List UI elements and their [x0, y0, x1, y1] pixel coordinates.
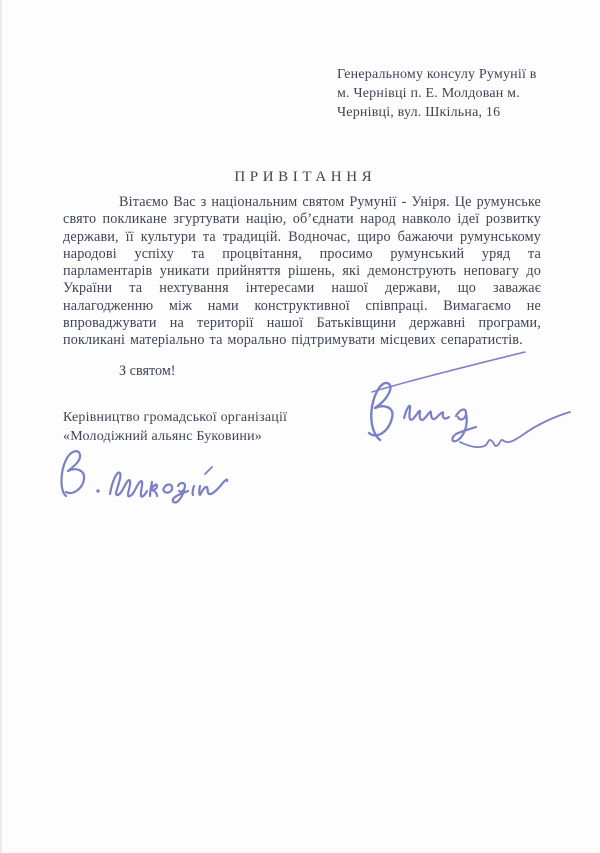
letter-body-paragraph: Вітаємо Вас з національним святом Румунії - Уніря. Це румунське свято покликане згуртувати націю, об’єднати народ навколо ідеї розвитку держави, її культури та традицій. Водночас, щиро бажаючи румунському народові успіху та процвітання, просимо румунський уряд та парламентарів уникати прийняття рішень, які демонструють неповагу до України та нехтування інтересами нашої держави, що заважає налагодженню між нами конструктивної співпраці. Вимагаємо не впроваджувати на території нашої Батьківщини державні програми, покликані матеріально та морально підтримувати місцевих сепаратистів.	[63, 194, 541, 349]
handwritten-signature-left	[56, 444, 242, 506]
signatory-line: Керівництво громадської організації	[63, 410, 288, 425]
recipient-line: Чернівці, вул. Шкільна, 16	[337, 104, 501, 120]
signature-ink-left	[56, 444, 242, 506]
recipient-line: м. Чернівці п. Е. Молдован м.	[337, 85, 520, 101]
recipient-line: Генеральному консулу Румунії в	[337, 67, 537, 82]
letter-title: ПРИВІТАННЯ	[234, 169, 377, 185]
signature-ink-right	[348, 346, 582, 462]
signatory-line: «Молодіжний альянс Буковини»	[63, 428, 262, 444]
recipient-address-block	[337, 66, 567, 122]
signatory-block	[63, 409, 287, 446]
scan-edge-artifact	[0, 0, 3, 853]
handwritten-signature-right	[348, 346, 582, 462]
closing-greeting: З святом!	[119, 363, 176, 379]
